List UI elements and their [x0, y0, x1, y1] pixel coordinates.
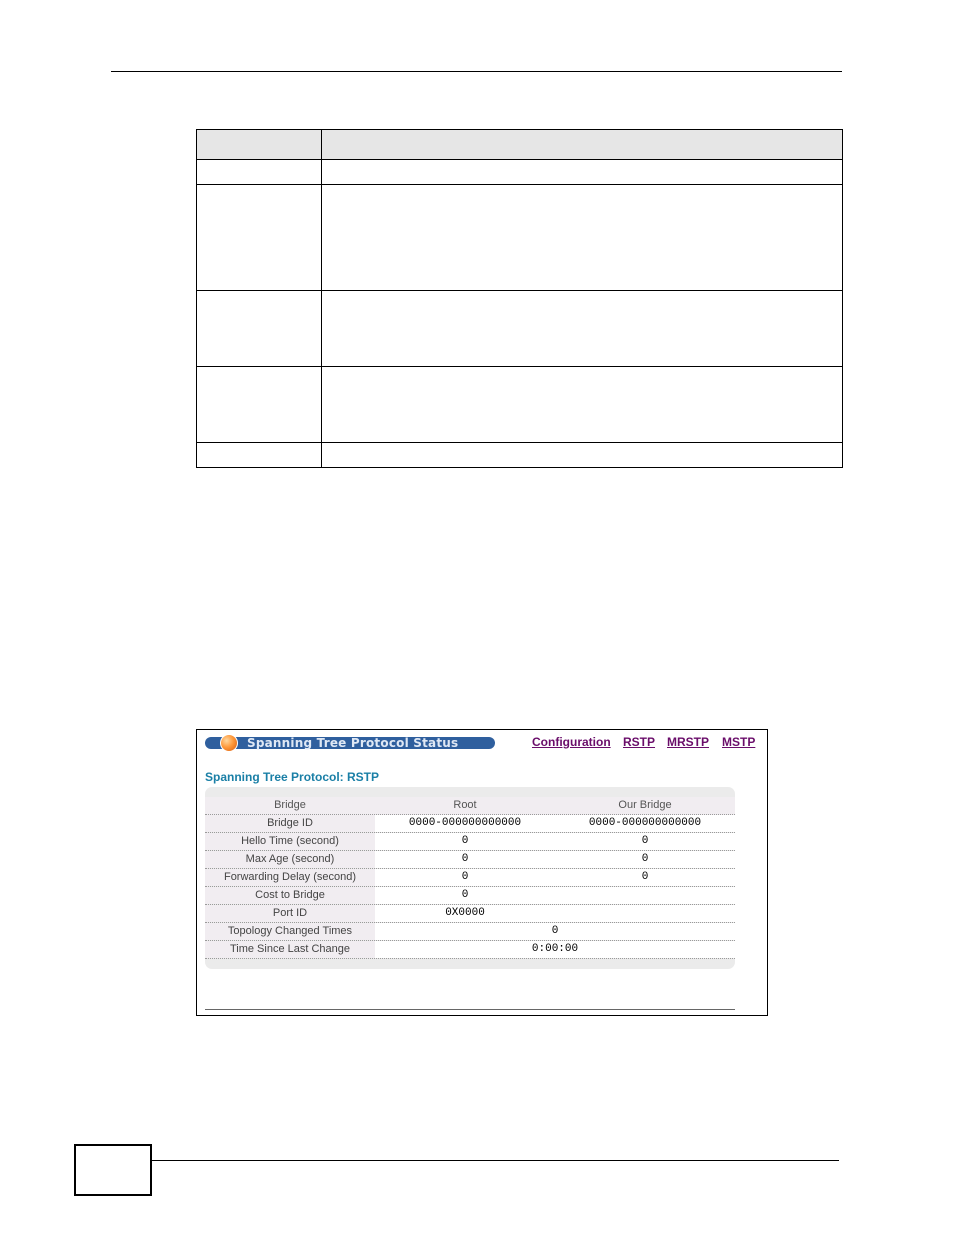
description-table [196, 129, 843, 468]
table-row [205, 833, 735, 851]
our-bridge-value [555, 887, 735, 904]
row-divider [197, 442, 842, 443]
our-bridge-value: 0 [641, 871, 649, 883]
panel-bottom-rule [205, 1009, 735, 1010]
nav-link-mstp[interactable]: MSTP [722, 735, 756, 749]
row-label: Forwarding Delay (second) [205, 869, 375, 886]
page-number-box [74, 1144, 152, 1196]
row-label: Max Age (second) [205, 851, 375, 868]
nav-link-mrstp[interactable]: MRSTP [667, 735, 709, 749]
row-label: Port ID [205, 905, 375, 922]
root-value: 0 [461, 889, 469, 901]
table-row [205, 869, 735, 887]
column-header-bridge: Bridge [205, 797, 375, 814]
page-header-rule [111, 71, 842, 72]
our-bridge-value: 0000-000000000000 [588, 817, 702, 829]
spanning-value: 0 [551, 925, 559, 937]
panel-title-bar [205, 737, 495, 749]
panel-title: Spanning Tree Protocol Status [247, 736, 459, 750]
our-bridge-value: 0 [641, 835, 649, 847]
row-label: Time Since Last Change [205, 941, 375, 958]
protocol-title: Spanning Tree Protocol: RSTP [205, 770, 380, 784]
table-header-row [197, 130, 842, 160]
root-value: 0 [461, 871, 469, 883]
table-header [205, 797, 735, 815]
table-row [205, 941, 735, 959]
row-divider [197, 184, 842, 185]
our-bridge-value [555, 905, 735, 922]
table-row [205, 905, 735, 923]
column-divider [321, 130, 322, 467]
table-row [205, 923, 735, 941]
spanning-value: 0:00:00 [531, 943, 579, 955]
column-header-our-bridge: Our Bridge [618, 799, 672, 811]
root-value: 0 [461, 853, 469, 865]
row-label: Hello Time (second) [205, 833, 375, 850]
nav-link-rstp[interactable]: RSTP [623, 735, 656, 749]
root-value: 0000-000000000000 [408, 817, 522, 829]
row-label: Cost to Bridge [205, 887, 375, 904]
stp-status-panel [196, 729, 768, 1016]
nav-link-configuration[interactable]: Configuration [532, 735, 611, 749]
page-footer-rule [152, 1160, 839, 1161]
row-divider [197, 366, 842, 367]
column-header-root: Root [453, 799, 477, 811]
root-value: 0 [461, 835, 469, 847]
root-value: 0X0000 [445, 907, 485, 919]
our-bridge-value: 0 [641, 853, 649, 865]
table-row [205, 887, 735, 905]
stp-status-table [205, 787, 735, 969]
table-row [205, 851, 735, 869]
table-row [205, 815, 735, 833]
row-divider [197, 290, 842, 291]
row-label: Bridge ID [205, 815, 375, 832]
orb-icon [220, 734, 238, 752]
row-label: Topology Changed Times [205, 923, 375, 940]
